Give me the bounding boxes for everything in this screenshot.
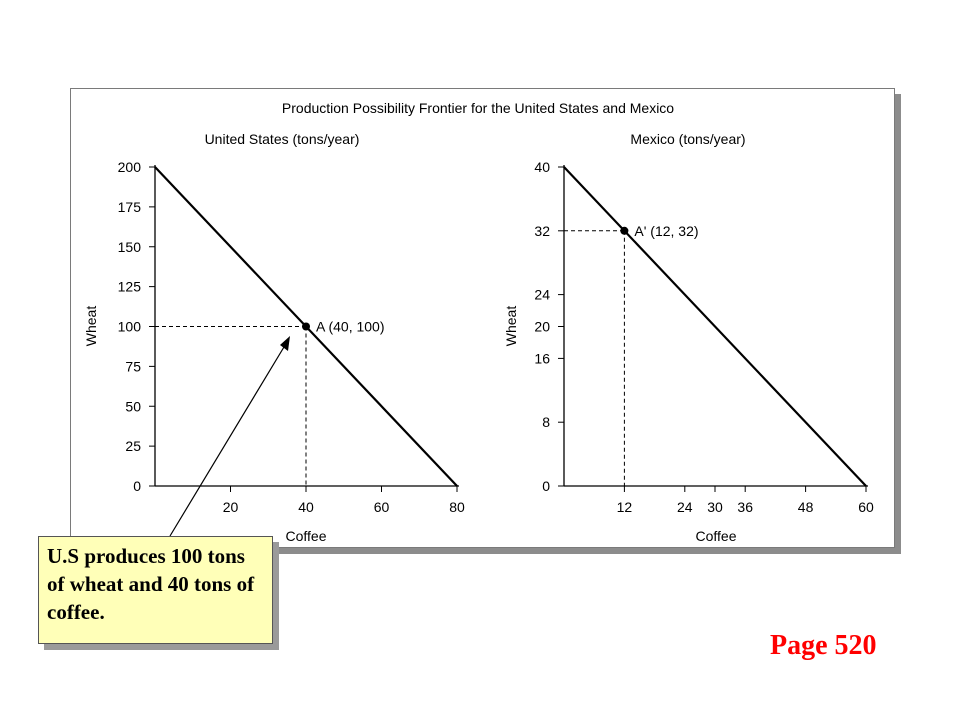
us-point-marker <box>302 323 310 331</box>
us-chart <box>83 131 465 544</box>
us-y-axis-label: Wheat <box>83 305 99 347</box>
us-x-tick-label: 80 <box>449 499 465 515</box>
us-y-tick-label: 75 <box>125 358 141 375</box>
mexico-chart <box>503 131 874 544</box>
us-point-label: A (40, 100) <box>316 318 385 335</box>
callout-arrow-head <box>280 336 290 351</box>
us-y-tick-label: 50 <box>125 398 141 415</box>
mexico-x-tick-label: 48 <box>797 499 814 515</box>
mexico-y-tick-label: 24 <box>534 286 550 303</box>
mexico-x-tick-label: 36 <box>737 499 753 515</box>
mexico-y-tick-label: 0 <box>542 478 550 494</box>
figure-title: Production Possibility Frontier for the United States and Mexico <box>281 100 675 116</box>
us-x-tick-label: 40 <box>298 499 314 515</box>
us-x-tick-label: 60 <box>373 499 390 515</box>
us-y-tick-label: 25 <box>125 438 141 455</box>
mexico-chart-title: Mexico (tons/year) <box>630 131 746 147</box>
mexico-x-axis-label: Coffee <box>695 528 737 544</box>
us-y-tick-label: 175 <box>117 198 141 215</box>
us-x-axis-label: Coffee <box>285 528 327 544</box>
page-number-label: Page 520 <box>770 630 877 661</box>
mexico-x-tick-label: 12 <box>616 499 633 515</box>
us-y-tick-label: 100 <box>117 318 141 335</box>
mexico-y-tick-label: 20 <box>534 318 550 335</box>
us-chart-title: United States (tons/year) <box>204 131 360 147</box>
mexico-x-tick-label: 24 <box>677 499 693 515</box>
mexico-y-axis-label: Wheat <box>503 305 519 347</box>
mexico-y-tick-label: 16 <box>534 350 550 367</box>
mexico-point-marker <box>620 227 628 235</box>
us-y-tick-label: 0 <box>133 478 141 494</box>
mexico-x-tick-label: 60 <box>858 499 874 515</box>
callout-note: U.S produces 100 tons of wheat and 40 tons of coffee. <box>38 536 273 644</box>
mexico-y-tick-label: 8 <box>542 414 550 431</box>
mexico-y-tick-label: 32 <box>534 222 550 239</box>
us-y-tick-label: 200 <box>117 159 141 175</box>
us-y-tick-label: 150 <box>117 238 141 255</box>
mexico-frontier-line <box>564 167 866 486</box>
mexico-x-tick-label: 30 <box>707 499 723 515</box>
mexico-point-label: A' (12, 32) <box>634 222 699 239</box>
mexico-y-tick-label: 40 <box>534 159 550 175</box>
us-x-tick-label: 20 <box>222 499 239 515</box>
us-y-tick-label: 125 <box>117 278 141 295</box>
